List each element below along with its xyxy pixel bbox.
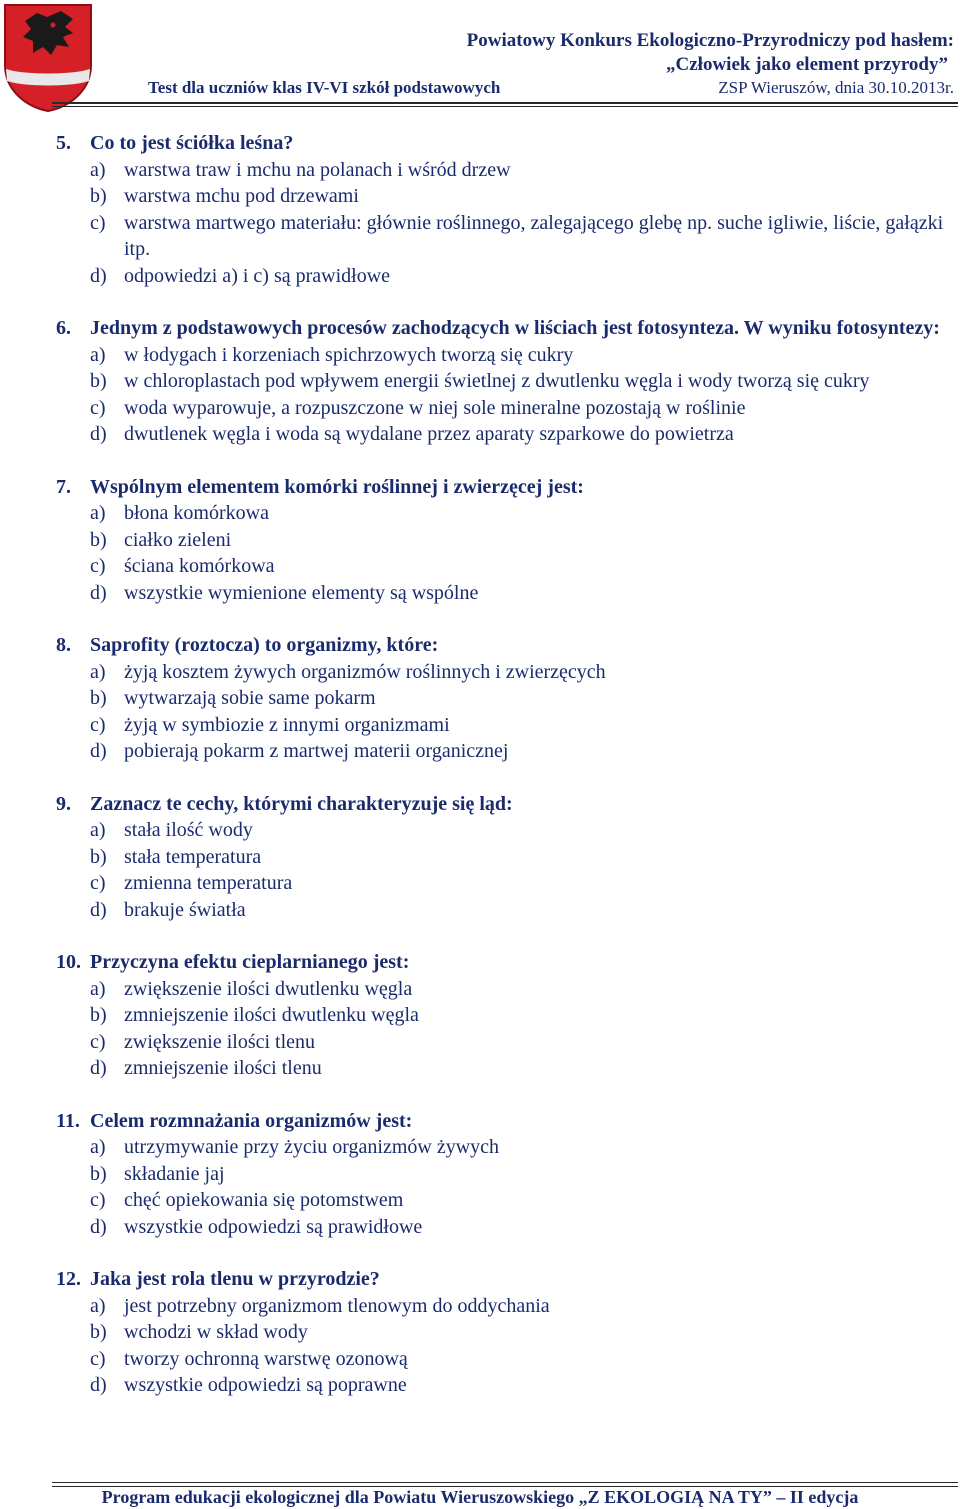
answer-text: błona komórkowa [124, 502, 269, 524]
answer-option [90, 1319, 946, 1346]
header-divider-thin [52, 106, 958, 107]
question-text: Zaznacz te cechy, którymi charakteryzuje się ląd: [90, 792, 513, 815]
answer-letter: a) [90, 158, 106, 181]
answer-letter: c) [90, 1347, 106, 1370]
answer-text: warstwa mchu pod drzewami [124, 185, 359, 207]
question-title [56, 474, 946, 501]
test-location-date: ZSP Wieruszów, dnia 30.10.2013r. [718, 78, 954, 97]
question-text: Saprofity (roztocza) to organizmy, które: [90, 634, 439, 656]
question-title [56, 130, 946, 157]
answer-text: wszystkie wymienione elementy są wspólne [124, 581, 479, 604]
question-title [56, 1266, 946, 1293]
question-8 [56, 632, 946, 765]
answer-option [90, 712, 946, 739]
question-number: 5. [56, 132, 71, 154]
answer-letter: b) [90, 1004, 107, 1026]
question-number: 6. [56, 317, 71, 339]
answer-letter: b) [90, 185, 107, 207]
answer-letter: d) [90, 1215, 107, 1238]
answer-option [90, 1134, 946, 1161]
question-10 [56, 949, 946, 1082]
coat-of-arms-icon [3, 3, 93, 113]
answer-letter: a) [90, 502, 106, 524]
answer-option [90, 553, 946, 580]
answer-text: stała ilość wody [124, 819, 253, 841]
question-number: 8. [56, 634, 71, 656]
answer-option [90, 1187, 946, 1214]
answer-option [90, 870, 946, 897]
question-11 [56, 1108, 946, 1241]
question-title [56, 315, 946, 342]
question-text: Celem rozmnażania organizmów jest: [90, 1109, 413, 1132]
answer-text: w chloroplastach pod wpływem energii świetlnej z dwutlenku węgla i wody tworzą się cukry [124, 370, 870, 392]
answer-letter: c) [90, 713, 106, 736]
answer-option [90, 183, 946, 210]
question-title [56, 949, 946, 976]
answer-option [90, 897, 946, 924]
question-title [56, 1108, 946, 1135]
answer-text: składanie jaj [124, 1162, 225, 1185]
answer-letter: a) [90, 1294, 106, 1317]
question-12 [56, 1266, 946, 1399]
answer-letter: a) [90, 660, 106, 683]
answer-option [90, 1161, 946, 1188]
answer-text: w łodygach i korzeniach spichrzowych tworzą się cukry [124, 343, 574, 366]
answer-letter: c) [90, 211, 106, 234]
answer-letter: a) [90, 343, 106, 366]
question-number: 7. [56, 475, 71, 498]
answer-option [90, 1055, 946, 1082]
test-audience: Test dla uczniów klas IV-VI szkół podstawowych [148, 78, 501, 97]
question-number: 12. [56, 1268, 81, 1290]
answer-letter: c) [90, 396, 106, 419]
answer-option [90, 263, 946, 290]
answer-letter: d) [90, 1057, 107, 1079]
answer-text: woda wyparowuje, a rozpuszczone w niej sole mineralne pozostają w roślinie [124, 396, 746, 419]
footer-divider [52, 1482, 958, 1483]
question-text: Jaka jest rola tlenu w przyrodzie? [90, 1268, 380, 1290]
answer-letter: b) [90, 687, 107, 709]
answer-letter: b) [90, 845, 107, 868]
answer-letter: b) [90, 528, 107, 551]
answer-text: warstwa martwego materiału: głównie roślinnego, zalegającego glebę np. suche igliwie, liście, gałązki itp. [124, 211, 944, 260]
question-number: 10. [56, 951, 81, 973]
answer-option [90, 976, 946, 1003]
question-number: 11. [56, 1109, 80, 1132]
answer-text: zwiększenie ilości dwutlenku węgla [124, 977, 413, 1000]
answer-text: utrzymywanie przy życiu organizmów żywych [124, 1136, 500, 1158]
answer-text: brakuje światła [124, 898, 246, 921]
question-7 [56, 474, 946, 607]
answer-letter: c) [90, 872, 106, 894]
answer-letter: b) [90, 1321, 107, 1343]
answer-option [90, 1372, 946, 1399]
answer-text: zmniejszenie ilości tlenu [124, 1057, 322, 1079]
contest-title: Powiatowy Konkurs Ekologiczno-Przyrodniczy pod hasłem: [466, 30, 954, 51]
answer-option [90, 421, 946, 448]
answer-text: żyją kosztem żywych organizmów roślinnych i zwierzęcych [124, 660, 606, 683]
answer-option [90, 1029, 946, 1056]
answer-text: odpowiedzi a) i c) są prawidłowe [124, 264, 391, 287]
answer-text: zmienna temperatura [124, 872, 293, 894]
answer-option [90, 685, 946, 712]
answer-option [90, 368, 946, 395]
answer-option [90, 395, 946, 422]
answer-option [90, 527, 946, 554]
answer-option [90, 500, 946, 527]
answer-letter: a) [90, 819, 106, 841]
answer-option [90, 738, 946, 765]
question-5 [56, 130, 946, 289]
answer-option [90, 342, 946, 369]
answer-text: wytwarzają sobie same pokarm [124, 687, 376, 709]
answer-letter: a) [90, 1136, 106, 1158]
answer-option [90, 844, 946, 871]
answer-letter: c) [90, 555, 106, 577]
answer-letter: d) [90, 581, 107, 604]
question-number: 9. [56, 792, 71, 815]
answer-letter: d) [90, 898, 107, 921]
answer-text: wszystkie odpowiedzi są poprawne [124, 1374, 407, 1396]
answer-option [90, 1214, 946, 1241]
answer-option [90, 157, 946, 184]
answer-text: wchodzi w skład wody [124, 1321, 308, 1343]
answer-text: dwutlenek węgla i woda są wydalane przez aparaty szparkowe do powietrza [124, 423, 734, 445]
answer-letter: c) [90, 1030, 106, 1053]
answer-text: stała temperatura [124, 845, 262, 868]
contest-motto: „Człowiek jako element przyrody” [666, 54, 948, 75]
answer-letter: a) [90, 977, 106, 1000]
page-header [0, 0, 960, 118]
answer-text: chęć opiekowania się potomstwem [124, 1189, 404, 1211]
answer-option [90, 210, 946, 263]
question-9 [56, 791, 946, 924]
footer-text: Program edukacji ekologicznej dla Powiatu Wieruszowskiego „Z EKOLOGIĄ NA TY” – II edycja [101, 1487, 859, 1507]
answer-text: tworzy ochronną warstwę ozonową [124, 1347, 408, 1370]
answer-letter: b) [90, 1162, 107, 1185]
answer-letter: d) [90, 423, 107, 445]
header-divider [52, 102, 958, 104]
answer-letter: d) [90, 1374, 107, 1396]
answer-option [90, 1293, 946, 1320]
page-footer [0, 1470, 960, 1509]
answer-letter: b) [90, 370, 107, 392]
answer-text: warstwa traw i mchu na polanach i wśród drzew [124, 158, 511, 181]
question-text: Co to jest ściółka leśna? [90, 132, 294, 154]
answer-option [90, 817, 946, 844]
answer-text: zwiększenie ilości tlenu [124, 1030, 316, 1053]
answer-text: żyją w symbiozie z innymi organizmami [124, 713, 450, 736]
answer-option [90, 580, 946, 607]
question-title [56, 791, 946, 818]
answer-option [90, 659, 946, 686]
answer-text: ściana komórkowa [124, 555, 275, 577]
answer-text: jest potrzebny organizmom tlenowym do oddychania [124, 1294, 550, 1317]
answer-letter: d) [90, 264, 107, 287]
answer-letter: c) [90, 1189, 106, 1211]
answer-text: ciałko zieleni [124, 528, 232, 551]
question-text: Jednym z podstawowych procesów zachodzących w liściach jest fotosynteza. W wyniku fotosyntezy: [90, 317, 940, 339]
answer-letter: d) [90, 740, 107, 762]
answer-text: zmniejszenie ilości dwutlenku węgla [124, 1004, 419, 1026]
answer-option [90, 1346, 946, 1373]
question-text: Przyczyna efektu cieplarnianego jest: [90, 951, 410, 973]
question-6 [56, 315, 946, 448]
answer-option [90, 1002, 946, 1029]
question-title [56, 632, 946, 659]
answer-text: wszystkie odpowiedzi są prawidłowe [124, 1215, 423, 1238]
answer-text: pobierają pokarm z martwej materii organicznej [124, 740, 509, 762]
question-list [56, 130, 946, 1425]
question-text: Wspólnym elementem komórki roślinnej i zwierzęcej jest: [90, 475, 584, 498]
